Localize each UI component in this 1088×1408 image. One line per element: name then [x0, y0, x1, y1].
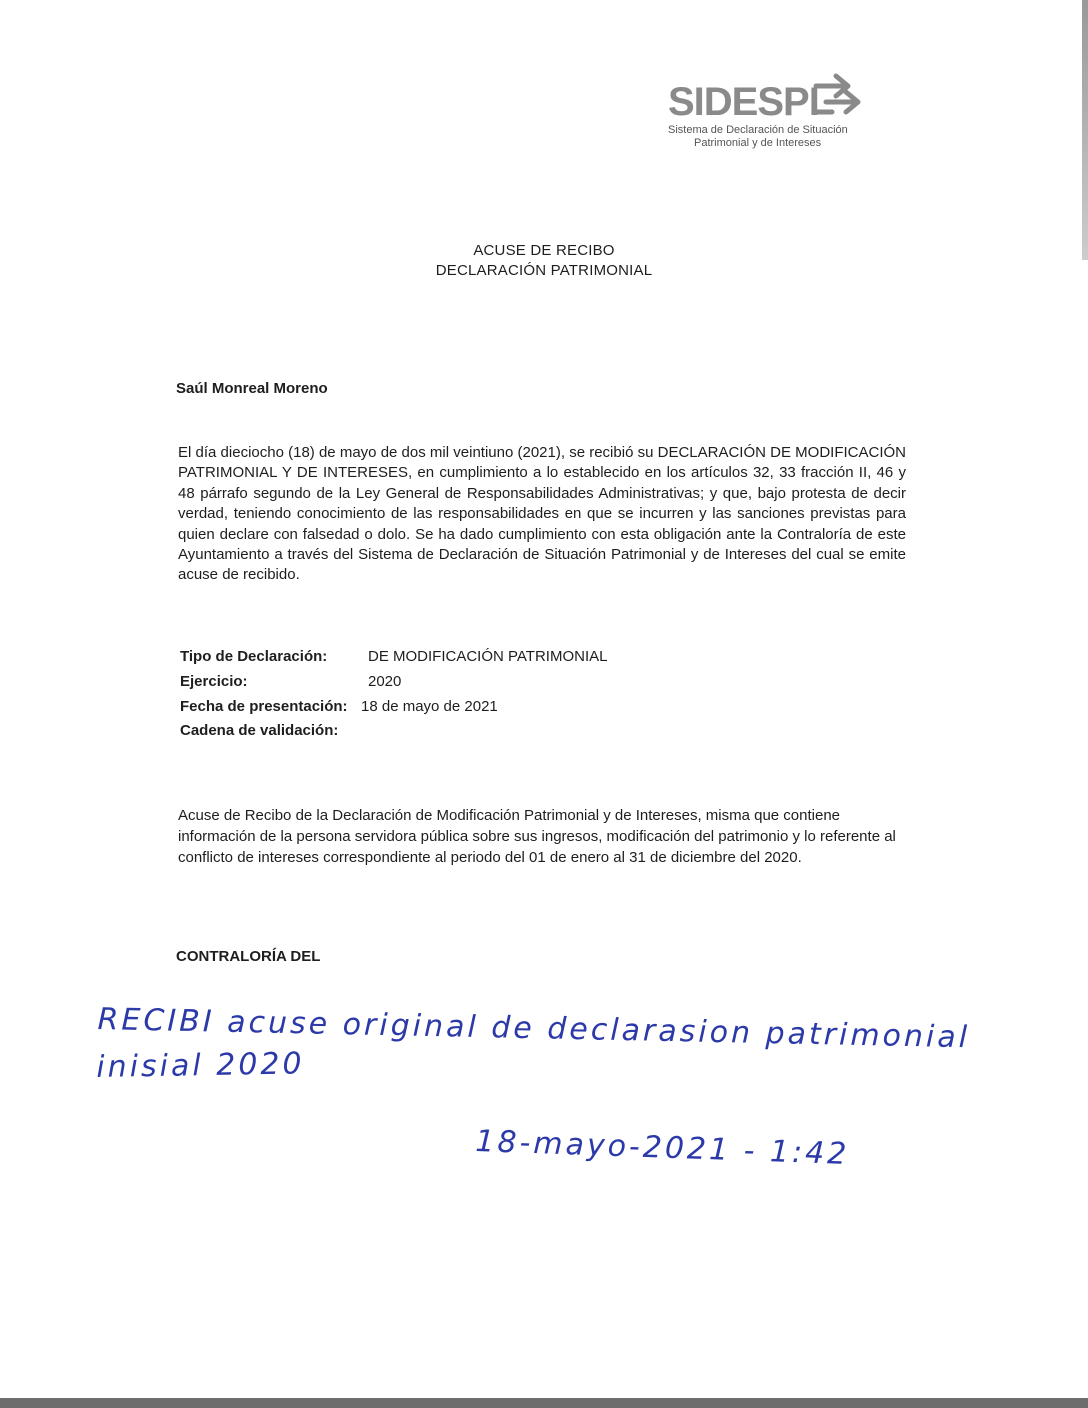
field-label: Cadena de validación: [180, 722, 339, 739]
field-value: DE MODIFICACIÓN PATRIMONIAL [368, 648, 608, 665]
field-value: 18 de mayo de 2021 [361, 698, 498, 715]
logo-wordmark: SIDESPI [668, 80, 819, 124]
handwritten-date-time: 18-mayo-2021 - 1:42 [474, 1124, 850, 1173]
field-row-cadena [180, 722, 338, 742]
handwritten-note-line1: RECIBI acuse original de declarasion patrimonial [97, 1002, 971, 1056]
field-label: Fecha de presentación: [180, 698, 348, 715]
body-paragraph: El día dieciocho (18) de mayo de dos mil veintiuno (2021), se recibió su DECLARACIÓN DE MODIFICACIÓN PATRIMONIAL Y DE INTERESES, en cumplimiento a lo establecido en los artículos 32, 33 fracción II, 46 y 48 párrafo segundo de la Ley General de Responsabilidades Administrativas; y que, bajo protesta de decir verdad, teniendo conocimiento de las responsabilidades en que se incurren y las sanciones previstas para quien declare con falsedad o dolo. Se ha dado cumplimiento con esta obligación ante la Contraloría de este Ayuntamiento a través del Sistema de Declaración de Situación Patrimonial y de Intereses del cual se emite acuse de recibido. [178, 444, 906, 584]
sidespi-logo [664, 70, 874, 150]
field-label: Ejercicio: [180, 673, 248, 690]
handwritten-note-line2: inisial 2020 [96, 1046, 305, 1085]
logo-subtitle-line1: Sistema de Declaración de Situación [668, 124, 848, 136]
field-value: 2020 [368, 673, 402, 690]
summary-paragraph: Acuse de Recibo de la Declaración de Modificación Patrimonial y de Intereses, misma que contiene información de la persona servidora pública sobre sus ingresos, modificación del patrimonio y lo referente al conflicto de intereses correspondiente al periodo del 01 de enero al 31 de diciembre del 2020. [178, 807, 896, 866]
recipient-name: Saúl Monreal Moreno [176, 380, 328, 397]
signature-block-label: CONTRALORÍA DEL [176, 948, 321, 965]
scan-bottom-edge [0, 1398, 1088, 1408]
document-title-line2: DECLARACIÓN PATRIMONIAL [435, 262, 653, 279]
document-title-line1: ACUSE DE RECIBO [473, 242, 615, 259]
field-row-ejercicio [180, 673, 402, 693]
logo-subtitle-line2: Patrimonial y de Intereses [694, 137, 822, 149]
field-row-fecha [180, 698, 498, 718]
field-label: Tipo de Declaración: [180, 648, 328, 665]
double-arrow-icon [812, 72, 872, 122]
scan-edge-shadow [1082, 0, 1088, 260]
field-row-tipo [180, 648, 608, 668]
